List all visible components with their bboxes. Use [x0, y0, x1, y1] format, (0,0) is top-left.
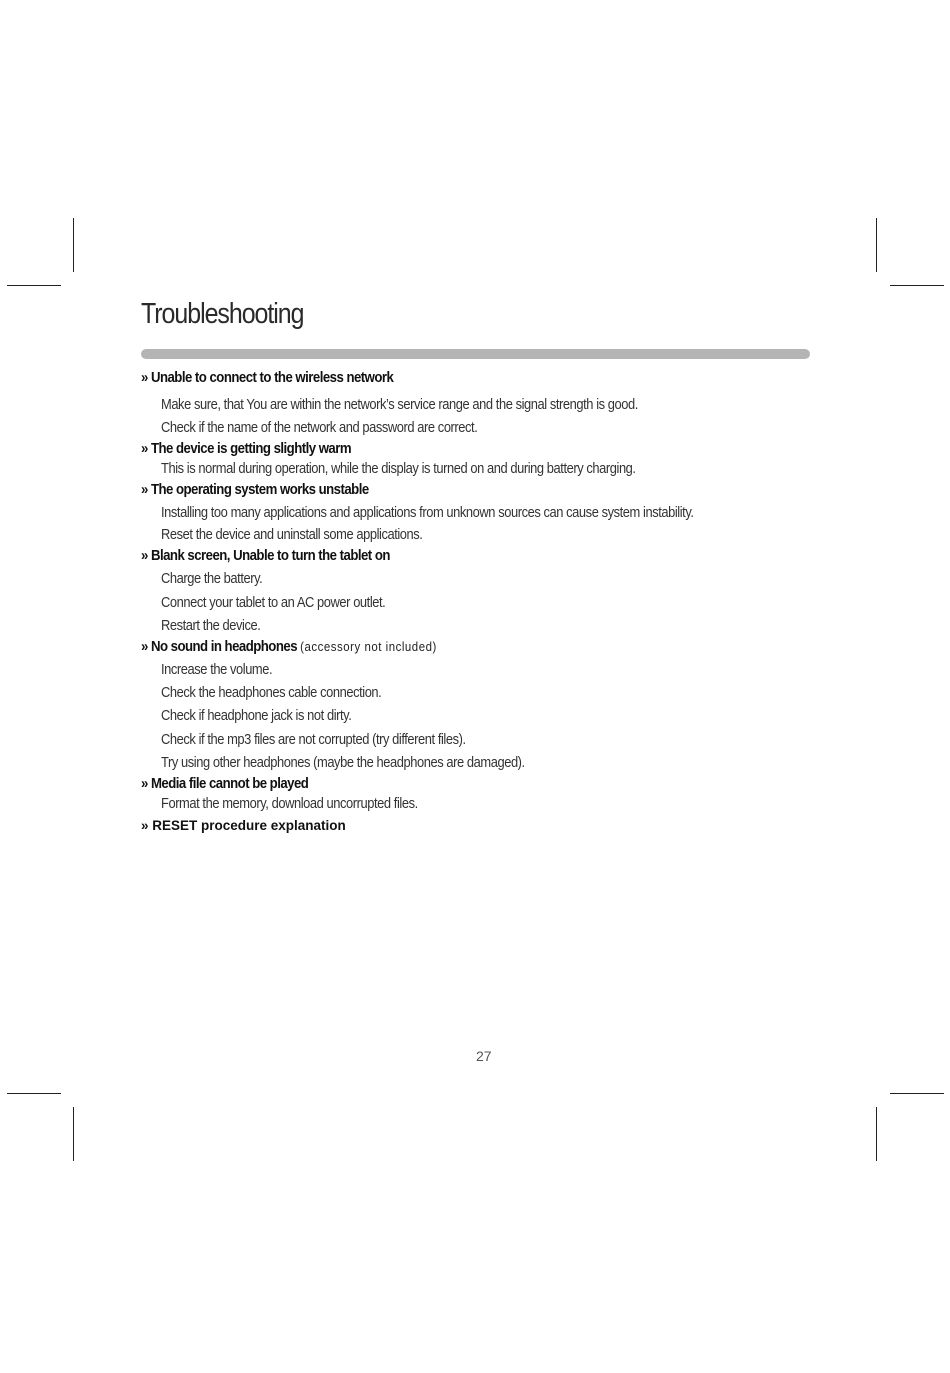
crop-mark — [73, 218, 74, 272]
section-text: Check if the name of the network and password are correct. — [161, 419, 478, 436]
section-text: Make sure, that You are within the network’s service range and the signal strength is good. — [161, 396, 638, 413]
section-heading: » The operating system works unstable — [141, 481, 369, 498]
section-heading-note: (accessory not included) — [300, 639, 437, 654]
section-text: Try using other headphones (maybe the headphones are damaged). — [161, 754, 525, 771]
section-text: Check the headphones cable connection. — [161, 684, 382, 701]
section-text: This is normal during operation, while the display is turned on and during battery charging. — [161, 460, 636, 477]
crop-mark — [7, 1093, 61, 1094]
section-text: Connect your tablet to an AC power outlet. — [161, 594, 386, 611]
title-divider — [141, 349, 810, 359]
section-text: Restart the device. — [161, 617, 261, 634]
crop-mark — [890, 285, 944, 286]
section-text: Format the memory, download uncorrupted files. — [161, 795, 418, 812]
section-text: Reset the device and uninstall some applications. — [161, 526, 423, 543]
section-heading-text: » No sound in headphones — [141, 638, 298, 655]
crop-mark — [876, 218, 877, 272]
page-title: Troubleshooting — [141, 298, 304, 330]
section-heading: » Media file cannot be played — [141, 775, 309, 792]
section-text: Increase the volume. — [161, 661, 273, 678]
section-heading: » Unable to connect to the wireless network — [141, 369, 394, 386]
section-text: Check if the mp3 files are not corrupted (try different files). — [161, 731, 466, 748]
crop-mark — [73, 1107, 74, 1161]
section-heading: » Blank screen, Unable to turn the tablet on — [141, 547, 390, 564]
section-text: Check if headphone jack is not dirty. — [161, 707, 352, 724]
section-heading: » The device is getting slightly warm — [141, 440, 352, 457]
section-text: Charge the battery. — [161, 570, 263, 587]
reset-heading: » RESET procedure explanation — [141, 818, 346, 833]
page-number: 27 — [476, 1048, 492, 1064]
crop-mark — [876, 1107, 877, 1161]
section-heading — [141, 638, 437, 655]
crop-mark — [890, 1093, 944, 1094]
section-text: Installing too many applications and applications from unknown sources can cause system instability. — [161, 504, 694, 521]
crop-mark — [7, 285, 61, 286]
